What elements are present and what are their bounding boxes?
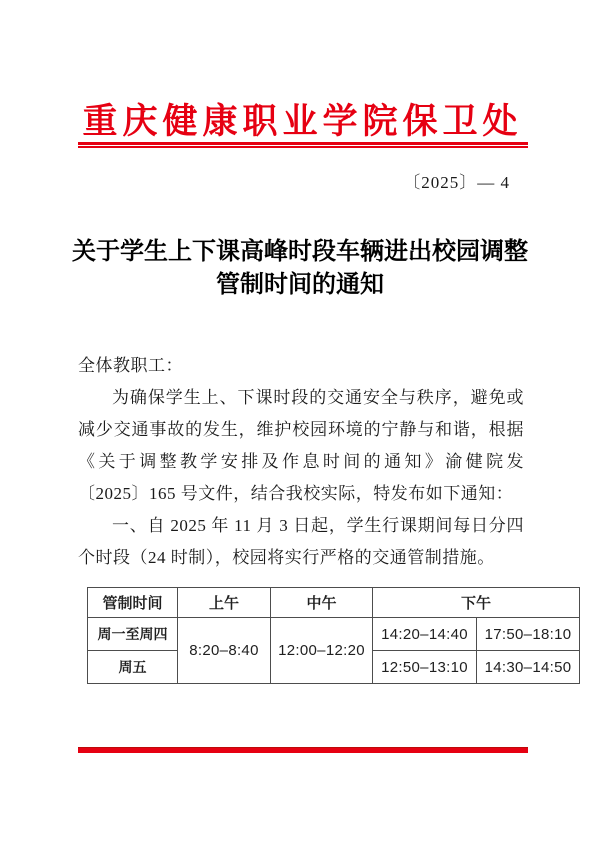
salutation: 全体教职工： [78, 356, 183, 375]
table-row-mon-thu [88, 618, 580, 651]
time-cell-morning: 8:20–8:40 [178, 618, 271, 684]
body-text [78, 350, 524, 574]
body-paragraph-2: 一、自 2025 年 11 月 3 日起，学生行课期间每日分四个时段（24 时制），校园将实行严格的交通管制措施。 [78, 516, 524, 567]
col-header-control-time: 管制时间 [88, 588, 178, 618]
notice-title [0, 236, 600, 302]
row-label-mon-thu: 周一至周四 [88, 618, 178, 651]
header-divider-thin-line [78, 146, 528, 148]
table-header-row [88, 588, 580, 618]
col-header-afternoon: 下午 [373, 588, 580, 618]
notice-title-line-1: 关于学生上下课高峰时段车辆进出校园调整 [72, 239, 528, 265]
body-paragraph-1: 为确保学生上、下课时段的交通安全与秩序，避免或减少交通事故的发生，维护校园环境的宁静与和谐，根据《关于调整教学安排及作息时间的通知》渝健院发〔2025〕165 号文件，结合我校实际，特发布如下通知： [78, 388, 524, 503]
time-cell-noon: 12:00–12:20 [271, 618, 373, 684]
time-cell-mon-thu-afternoon-1: 14:20–14:40 [373, 618, 477, 651]
time-cell-friday-afternoon-1: 12:50–13:10 [373, 651, 477, 684]
time-cell-mon-thu-afternoon-2: 17:50–18:10 [477, 618, 580, 651]
row-label-friday: 周五 [88, 651, 178, 684]
col-header-noon: 中午 [271, 588, 373, 618]
doc-number: 〔2025〕— 4 [403, 173, 510, 192]
header-divider [78, 142, 528, 148]
schedule-table [87, 587, 580, 684]
notice-title-line-2: 管制时间的通知 [216, 272, 384, 298]
col-header-morning: 上午 [178, 588, 271, 618]
footer-divider [78, 747, 528, 753]
org-title: 重庆健康职业学院保卫处 [82, 102, 523, 141]
time-cell-friday-afternoon-2: 14:30–14:50 [477, 651, 580, 684]
